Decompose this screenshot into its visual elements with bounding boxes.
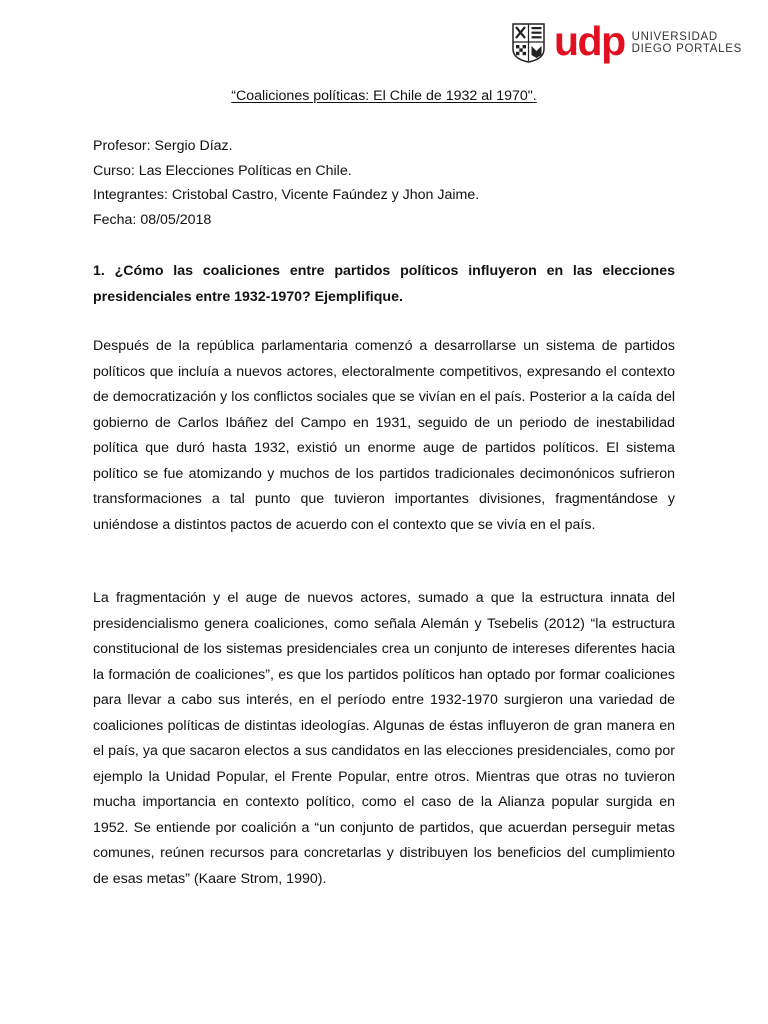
document-title: “Coaliciones políticas: El Chile de 1932 al 1970". — [231, 88, 537, 104]
university-logo — [512, 18, 742, 64]
meta-date: Fecha: 08/05/2018 — [93, 212, 212, 229]
university-name-line-1: UNIVERSIDAD — [631, 30, 718, 43]
university-name — [632, 31, 742, 56]
question-heading: 1. ¿Cómo las coaliciones entre partidos políticos influyeron en las elecciones presidenciales entre 1932-1970? Ejemplifique. — [93, 263, 675, 305]
meta-course: Curso: Las Elecciones Políticas en Chile. — [93, 162, 352, 179]
meta-members: Integrantes: Cristobal Castro, Vicente Faúndez y Jhon Jaime. — [93, 187, 480, 204]
meta-professor: Profesor: Sergio Díaz. — [93, 138, 233, 154]
document-meta — [93, 134, 479, 233]
university-crest-icon — [512, 23, 545, 63]
university-name-line-2: DIEGO PORTALES — [631, 43, 742, 55]
brand-wordmark: udp — [554, 18, 625, 64]
paragraph-2: La fragmentación y el auge de nuevos actores, sumado a que la estructura innata del presidencialismo genera coaliciones, como señala Alemán y Tsebelis (2012) “la estructura constitucional de los sistemas presidenciales crea un conjunto de intereses diferentes hacia la formación de coaliciones”, es que los partidos políticos han optado por formar coaliciones para llevar a cabo sus interés, en el período entre 1932-1970 surgieron una variedad de coaliciones políticas de distintas ideologías. Algunas de éstas influyeron de gran manera en el país, ya que sacaron electos a sus candidatos en las elecciones presidenciales, como por ejemplo la Unidad Popular, el Frente Popular, entre otros. Mientras que otras no tuvieron mucha importancia en contexto político, como el caso de la Alianza popular surgida en 1952. Se entiende por coalición a “un conjunto de partidos, que acuerdan perseguir metas comunes, reúnen recursos para concretarlas y distribuyen los beneficios del cumplimiento de esas metas” (Kaare Strom, 1990). — [93, 590, 675, 888]
paragraph-1: Después de la república parlamentaria comenzó a desarrollarse un sistema de partidos políticos que incluía a nuevos actores, electoralmente competitivos, expresando el contexto de democratización y los conflictos sociales que se vivían en el país. Posterior a la caída del gobierno de Carlos Ibáñez del Campo en 1931, seguido de un periodo de inestabilidad política que duró hasta 1932, existió un enorme auge de partidos políticos. El sistema político se fue atomizando y muchos de los partidos tradicionales decimonónicos sufrieron transformaciones a tal punto que tuvieron importantes divisiones, fragmentándose y uniéndose a distintos pactos de acuerdo con el contexto que se vivía en el país. — [93, 338, 675, 533]
